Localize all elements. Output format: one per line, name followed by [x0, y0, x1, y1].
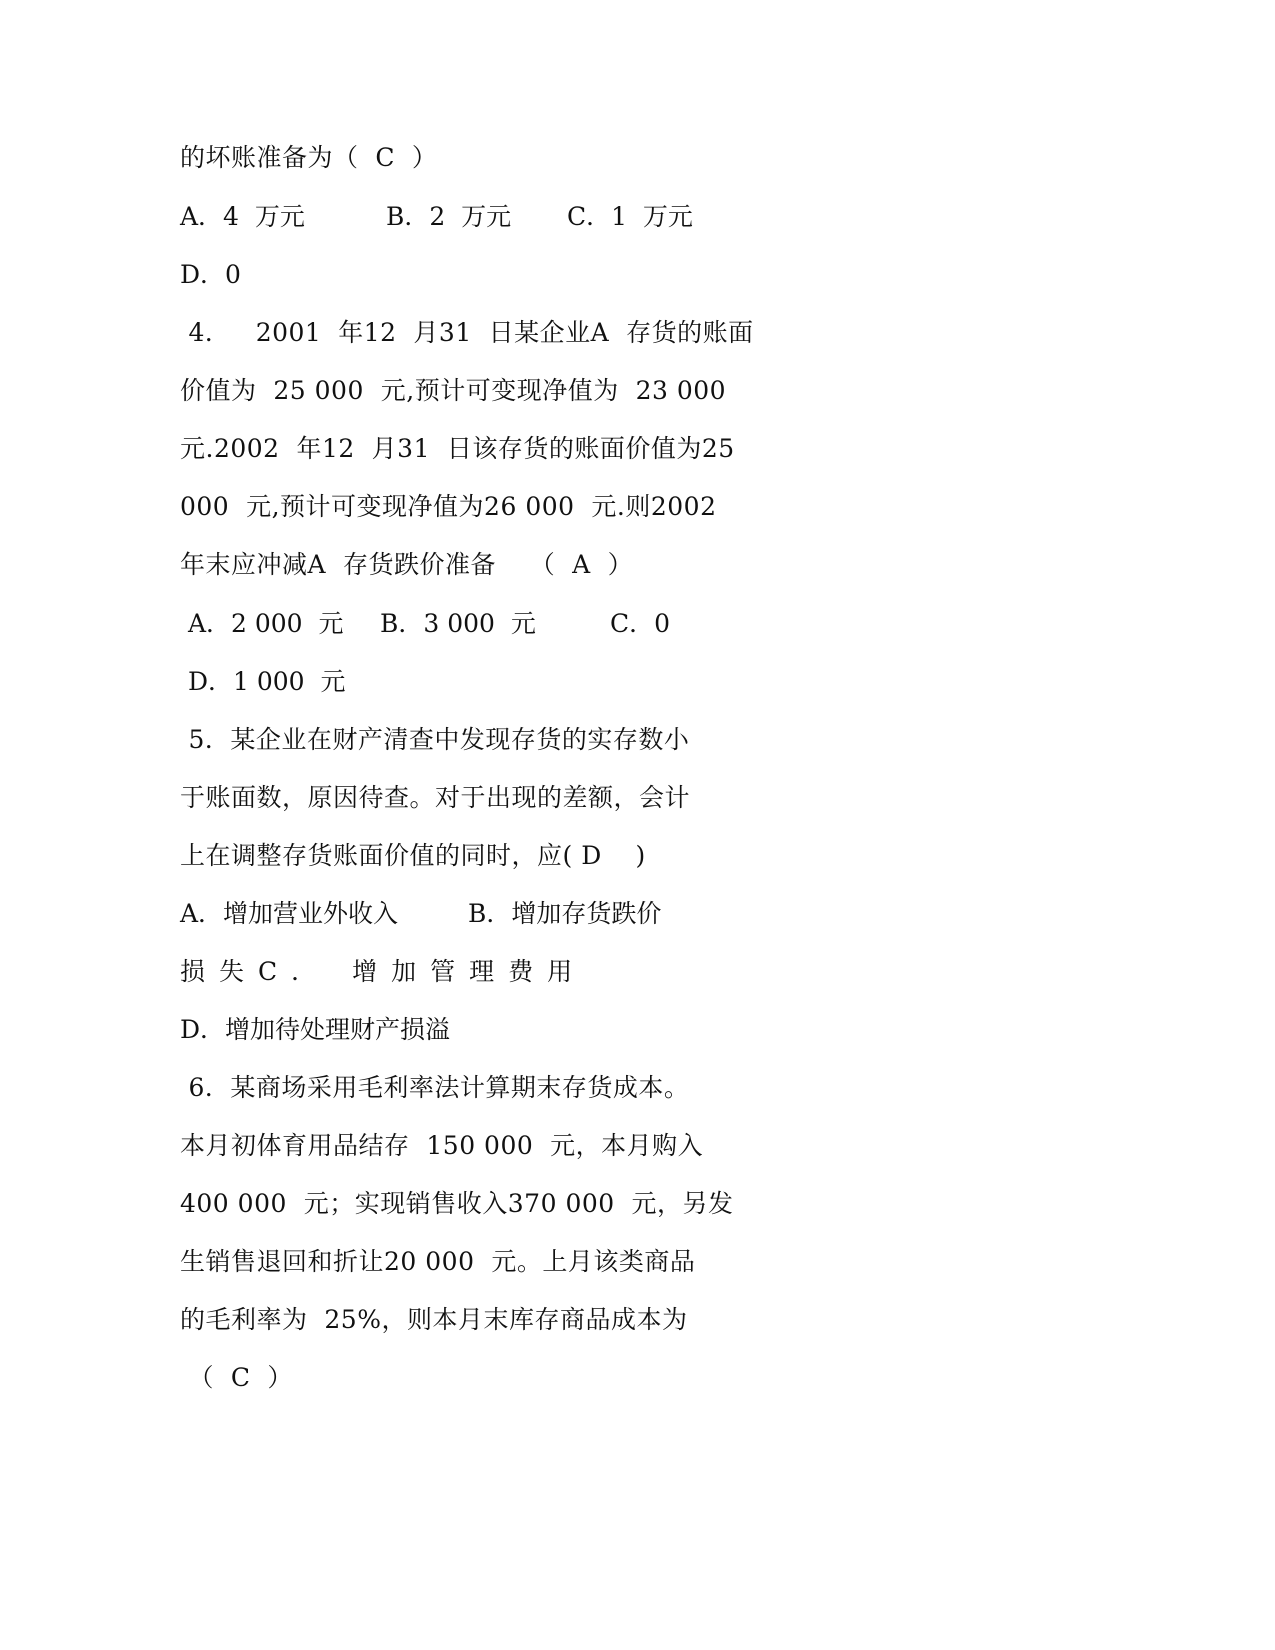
- q4-option-b: B．3 000 元: [380, 609, 536, 638]
- q4-line-2: 价值为 25 000 元,预计可变现净值为 23 000: [180, 376, 727, 405]
- q5-option-b: B．增加存货跌价: [468, 899, 662, 928]
- q4-option-c: C．0: [610, 609, 671, 638]
- q3-question-tail: 的坏账准备为（ C ）: [180, 143, 438, 172]
- q4-line-3: 元.2002 年12 月31 日该存货的账面价值为25: [180, 434, 735, 463]
- q6-line-3: 400 000 元；实现销售收入370 000 元，另发: [180, 1189, 734, 1218]
- q5-line-1: 5．某企业在财产清查中发现存货的实存数小: [180, 725, 690, 754]
- q5-option-b-cont-and-c: 损失C． 增加管理费用: [180, 957, 587, 986]
- q5-line-3: 上在调整存货账面价值的同时，应( D ): [180, 841, 646, 870]
- q4-line-1: 4． 2001 年12 月31 日某企业A 存货的账面: [180, 318, 754, 347]
- q3-option-d: D．0: [180, 260, 241, 289]
- q4-option-d: D．1 000 元: [180, 667, 346, 696]
- q6-line-5: 的毛利率为 25%，则本月末库存商品成本为: [180, 1305, 688, 1334]
- q4-line-5: 年末应冲减A 存货跌价准备 （ A ）: [180, 550, 634, 579]
- q6-line-4: 生销售退回和折让20 000 元。上月该类商品: [180, 1247, 696, 1276]
- q5-line-2: 于账面数，原因待查。对于出现的差额，会计: [180, 783, 691, 812]
- q5-option-d: D．增加待处理财产损溢: [180, 1015, 451, 1044]
- q6-line-6: （ C ）: [180, 1363, 293, 1392]
- q4-option-a: A．2 000 元: [180, 609, 344, 638]
- q3-option-a: A．4 万元: [180, 202, 305, 231]
- q5-option-a: A．增加营业外收入: [180, 899, 399, 928]
- q6-line-1: 6．某商场采用毛利率法计算期末存货成本。: [180, 1073, 690, 1102]
- q3-option-b: B．2 万元: [386, 202, 512, 231]
- q6-line-2: 本月初体育用品结存 150 000 元，本月购入: [180, 1131, 704, 1160]
- q4-line-4: 000 元,预计可变现净值为26 000 元.则2002: [180, 492, 717, 521]
- q3-option-c: C．1 万元: [567, 202, 693, 231]
